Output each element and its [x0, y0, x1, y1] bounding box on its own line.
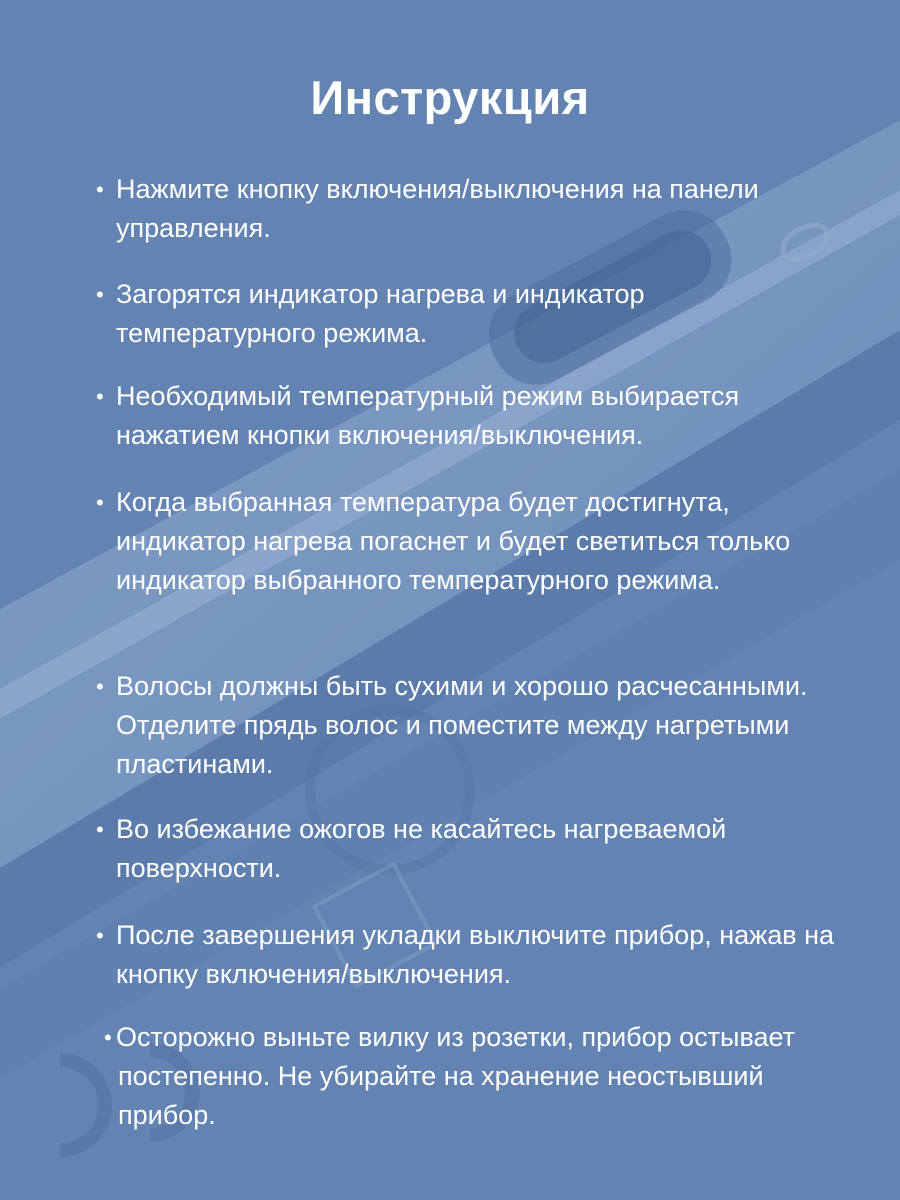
list-item-text: После завершения укладки выключите прибор, нажав на кнопку включения/выключения.	[116, 920, 834, 989]
list-item	[96, 170, 836, 248]
list-item	[96, 377, 836, 455]
page-title: Инструкция	[310, 71, 590, 124]
bullet-icon: •	[96, 384, 104, 409]
list-item	[96, 275, 836, 353]
bullet-icon: •	[104, 1025, 112, 1050]
list-item	[96, 667, 836, 784]
bullet-icon: •	[96, 177, 104, 202]
list-item-text: Волосы должны быть сухими и хорошо расчесанными. Отделите прядь волос и поместите между нагретыми пластинами.	[116, 671, 808, 779]
bullet-icon: •	[96, 490, 104, 515]
list-item-text: Загорятся индикатор нагрева и индикатор температурного режима.	[116, 279, 645, 348]
bullet-icon: •	[96, 282, 104, 307]
list-item	[96, 810, 836, 888]
list-item	[96, 483, 836, 600]
list-item-text: Когда выбранная температура будет достигнута, индикатор нагрева погаснет и будет светиться только индикатор выбранного температурного режима.	[116, 487, 791, 595]
bullet-icon: •	[96, 674, 104, 699]
list-item-text: Нажмите кнопку включения/выключения на панели управления.	[116, 174, 759, 243]
bullet-icon: •	[96, 817, 104, 842]
list-item-text: Необходимый температурный режим выбирается нажатием кнопки включения/выключения.	[116, 381, 740, 450]
list-item-text: Осторожно выньте вилку из розетки, прибор остывает постепенно. Не убирайте на хранение неостывший прибор.	[116, 1022, 795, 1130]
list-item	[104, 1018, 844, 1135]
bullet-icon: •	[96, 923, 104, 948]
list-item	[96, 916, 836, 994]
list-item-text: Во избежание ожогов не касайтесь нагреваемой поверхности.	[116, 814, 727, 883]
